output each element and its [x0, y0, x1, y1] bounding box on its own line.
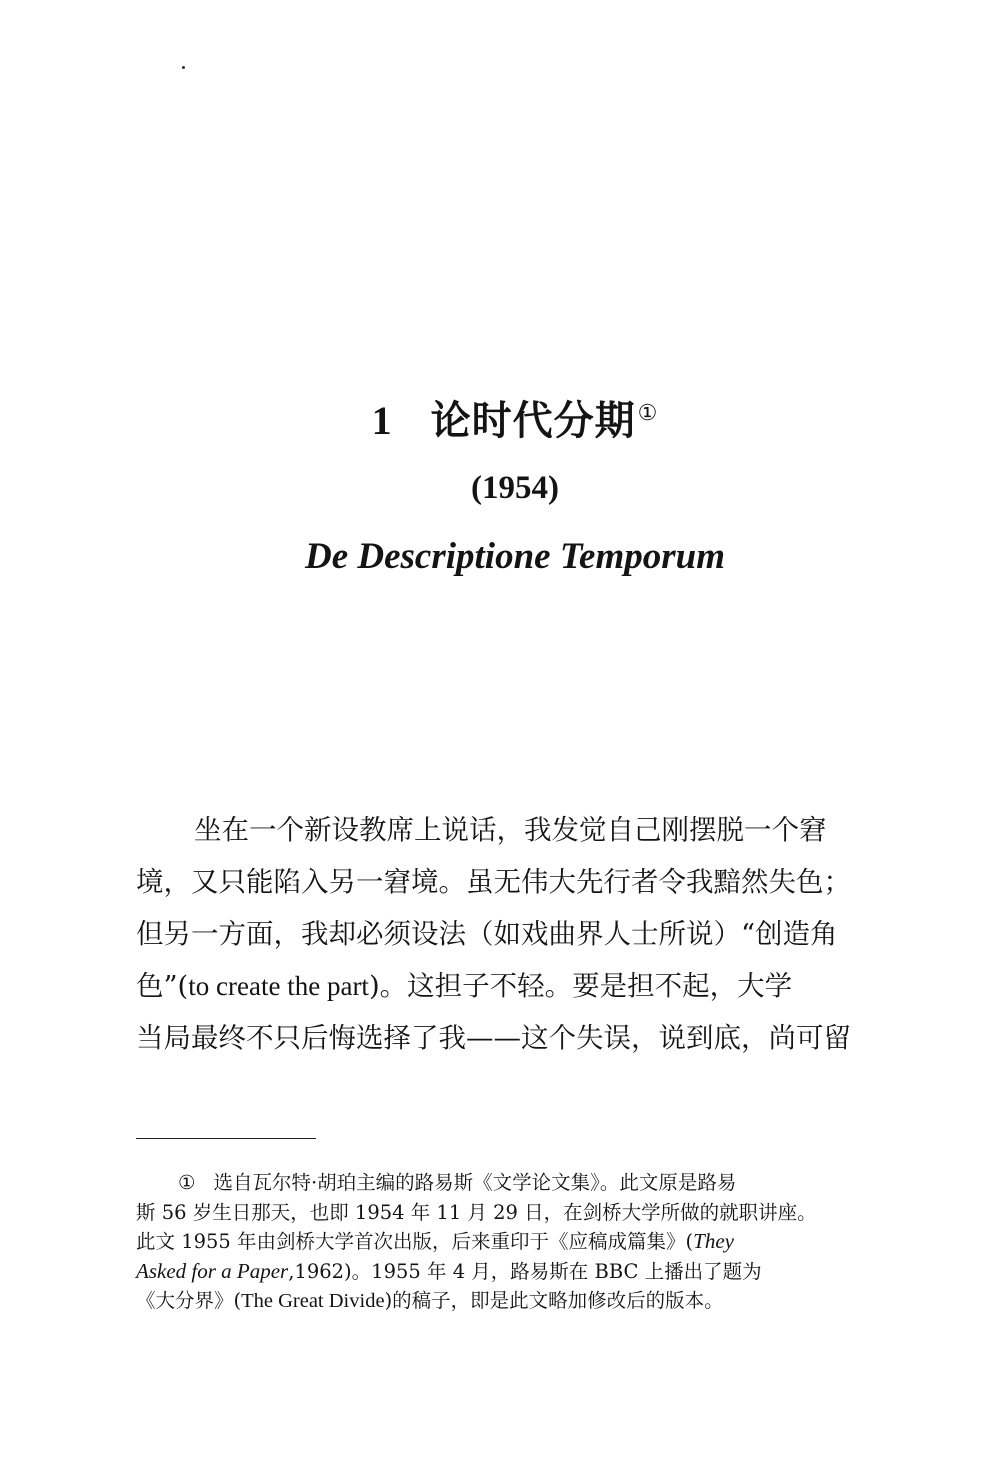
footnote-line-4-italic: Asked for a Paper — [136, 1258, 289, 1283]
footnote-line-2: 斯 56 岁生日那天，也即 1954 年 11 月 29 日，在剑桥大学所做的就职讲座。 — [136, 1200, 817, 1224]
footnote-line-1 — [136, 1168, 852, 1198]
chapter-latin-title: De Descriptione Temporum — [304, 536, 725, 577]
footnote-line-3 — [136, 1227, 852, 1257]
footnote-line-3-prefix: 此文 1955 年由剑桥大学首次出版，后来重印于《应稿成篇集》( — [136, 1230, 694, 1253]
footnote-line-4 — [136, 1257, 852, 1287]
footnote-line-4-suffix: ,1962)。1955 年 4 月，路易斯在 BBC 上播出了题为 — [288, 1259, 762, 1283]
footnote — [136, 1168, 852, 1317]
body-line-4-prefix: 色”( — [136, 970, 189, 1002]
chapter-number: 1 — [371, 398, 393, 443]
page-speck — [182, 66, 185, 69]
body-line-4-latin: to create the part — [188, 971, 369, 1001]
chapter-year: (1954) — [471, 470, 559, 506]
body-line-4-suffix: )。这担子不轻。要是担不起，大学 — [368, 970, 793, 1002]
chapter-title: 论时代分期 — [430, 398, 636, 444]
body-line-1: 坐在一个新设教席上说话，我发觉自己刚摆脱一个窘 — [194, 814, 827, 846]
footnote-line-5 — [136, 1286, 852, 1317]
footnote-marker: ① — [178, 1171, 196, 1194]
footnote-line-3-italic: They — [693, 1229, 734, 1253]
footnote-line-1-text: 选自瓦尔特·胡珀主编的路易斯《文学论文集》。此文原是路易 — [213, 1171, 737, 1194]
footnote-line-5-prefix: 《大分界》( — [136, 1289, 242, 1312]
footnote-divider — [136, 1138, 316, 1139]
chapter-footnote-marker[interactable]: ① — [637, 401, 659, 426]
chapter-heading — [0, 386, 1000, 449]
body-text — [136, 804, 852, 1064]
footnote-line-5-latin: The Great Divide — [241, 1290, 385, 1312]
footnote-line-5-suffix: )的稿子，即是此文略加修改后的版本。 — [384, 1289, 724, 1312]
body-line-4 — [136, 960, 852, 1012]
body-line-5: 当局最终不只后悔选择了我——这个失误，说到底，尚可留 — [136, 1022, 851, 1054]
body-line-3: 但另一方面，我却必须设法（如戏曲界人士所说）“创造角 — [136, 918, 838, 950]
body-line-2: 境，又只能陷入另一窘境。虽无伟大先行者令我黯然失色； — [136, 866, 851, 898]
